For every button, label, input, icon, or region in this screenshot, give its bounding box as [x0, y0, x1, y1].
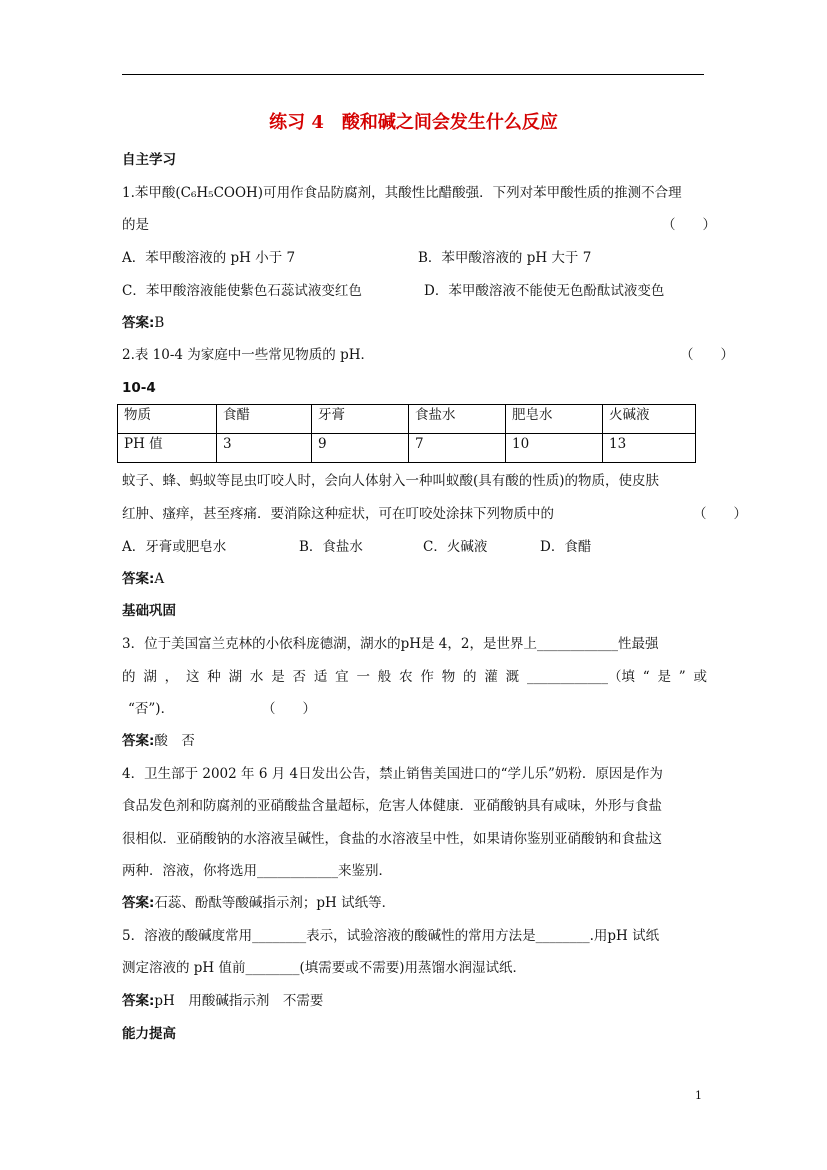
- q2-answer: [122, 570, 164, 588]
- q3-text-line3: “否”)．: [128, 701, 175, 717]
- q2-option-c: C．火碱液: [423, 539, 488, 555]
- text-fragment: 的: [463, 669, 477, 685]
- text-fragment: 适: [313, 669, 328, 685]
- text-fragment: 否: [292, 669, 306, 685]
- table-cell: 物质: [118, 405, 217, 434]
- q2-option-b: B．食盐水: [299, 539, 363, 555]
- text-fragment: 作: [420, 669, 434, 685]
- q1-option-d: D．苯甲酸溶液不能使无色酚酞试液变色: [424, 283, 665, 299]
- table-cell: 肥皂水: [506, 405, 603, 434]
- answer-value: pH 用酸碱指示剂 不需要: [154, 993, 324, 1009]
- text-fragment: 物: [441, 669, 456, 685]
- table-header-row: [118, 405, 696, 434]
- answer-value: B: [154, 315, 165, 331]
- q3-answer-bracket: （ ）: [262, 701, 316, 717]
- table-cell: 食盐水: [409, 405, 506, 434]
- table-caption: 10-4: [122, 380, 156, 396]
- q3-text-line1: 3．位于美国富兰克林的小依科庞德湖，湖水的pH是 4，2，是世界上____________性最强: [122, 636, 659, 652]
- q3-answer: [122, 732, 195, 750]
- answer-value: 石蕊、酚酞等酸碱指示剂；pH 试纸等．: [154, 895, 396, 911]
- text-fragment: 农: [399, 669, 413, 685]
- table-cell: 火碱液: [603, 405, 696, 434]
- text-fragment: 种: [207, 669, 221, 685]
- q4-text-line1: 4．卫生部于 2002 年 6 月 4日发出公告，禁止销售美国进口的“学儿乐”奶粉．原因是作为: [122, 766, 663, 782]
- answer-value: A: [154, 571, 165, 587]
- text-fragment: 水: [249, 669, 264, 685]
- q4-text-line2: 食品发色剂和防腐剂的亚硝酸盐含量超标，危害人体健康．亚硝酸钠具有咸味，外形与食盐: [122, 798, 662, 814]
- q4-text-line3: 很相似．亚硝酸钠的水溶液呈碱性，食盐的水溶液呈中性，如果请你鉴别亚硝酸钠和食盐这: [122, 831, 662, 847]
- section-heading-self-study: 自主学习: [122, 152, 176, 168]
- section-heading-ability: 能力提高: [122, 1026, 176, 1042]
- table-cell: 7: [409, 434, 506, 463]
- text-fragment: 般: [377, 669, 392, 685]
- page-title: 练习 4 酸和碱之间会发生什么反应: [269, 112, 558, 133]
- q2-answer-bracket-2: （ ）: [693, 506, 747, 522]
- q4-text-line4: 两种．溶液，你将选用____________来鉴别．: [122, 863, 392, 879]
- text-fragment: 湖: [228, 669, 243, 685]
- answer-label: 答案:: [122, 571, 155, 587]
- q1-option-a: A．苯甲酸溶液的 pH 小于 7: [122, 250, 296, 266]
- answer-label: 答案:: [122, 315, 155, 331]
- table-cell: PH 值: [118, 434, 217, 463]
- table-cell: 13: [603, 434, 696, 463]
- text-fragment: 这: [185, 669, 200, 685]
- table-cell: 3: [217, 434, 312, 463]
- section-heading-basics: 基础巩固: [122, 603, 176, 619]
- page-number: 1: [695, 1089, 702, 1102]
- text-fragment: 的: [122, 669, 136, 685]
- text-fragment: 溉: [505, 669, 520, 685]
- table-cell: 食醋: [217, 405, 312, 434]
- q5-text-line1: 5．溶液的酸碱度常用________表示，试验溶液的酸碱性的常用方法是________.用pH 试纸: [122, 928, 660, 944]
- q5-text-line2: 测定溶液的 pH 值前________(填需要或不需要)用蒸馏水润湿试纸．: [122, 960, 527, 976]
- header-rule: [122, 74, 704, 75]
- text-fragment: 或: [693, 669, 707, 685]
- table-cell: 9: [312, 434, 409, 463]
- q2-text-line2: 蚊子、蜂、蚂蚁等昆虫叮咬人时，会向人体射入一种叫蚁酸(具有酸的性质)的物质，使皮肤: [122, 473, 660, 489]
- table-row: [118, 434, 696, 463]
- text-fragment: 湖: [143, 669, 157, 685]
- q1-option-c: C．苯甲酸溶液能使紫色石蕊试液变红色: [122, 283, 362, 299]
- answer-value: 酸 否: [154, 733, 195, 749]
- answer-label: 答案:: [122, 993, 155, 1009]
- text-fragment: “: [642, 669, 650, 685]
- q1-answer-bracket: （ ）: [662, 217, 716, 233]
- text-fragment: 是: [271, 669, 285, 685]
- text-fragment: ____________（填: [526, 669, 635, 685]
- answer-label: 答案:: [122, 733, 155, 749]
- table-cell: 牙膏: [312, 405, 409, 434]
- text-fragment: ，: [164, 669, 179, 685]
- q2-text-line1: 2.表 10-4 为家庭中一些常见物质的 pH．: [122, 347, 374, 363]
- q3-text-line2: [122, 668, 707, 686]
- q1-answer: [122, 314, 164, 332]
- ph-table: [117, 404, 696, 463]
- q1-text-line2: 的是: [122, 217, 149, 233]
- q2-option-d: D．食醋: [540, 539, 592, 555]
- q4-answer: [122, 894, 395, 912]
- q2-option-a: A．牙膏或肥皂水: [122, 539, 227, 555]
- q5-answer: [122, 992, 323, 1010]
- q1-option-b: B．苯甲酸溶液的 pH 大于 7: [418, 250, 592, 266]
- q2-text-line3: 红肿、瘙痒，甚至疼痛．要消除这种症状，可在叮咬处涂抹下列物质中的: [122, 506, 554, 522]
- q1-text-line1: 1.苯甲酸(C₆H₅COOH)可用作食品防腐剂，其酸性比醋酸强．下列对苯甲酸性质的推测不合理: [122, 185, 682, 201]
- text-fragment: 是: [657, 669, 671, 685]
- answer-label: 答案:: [122, 895, 155, 911]
- q2-answer-bracket: （ ）: [680, 347, 734, 363]
- text-fragment: ”: [678, 669, 686, 685]
- text-fragment: 宜: [335, 669, 349, 685]
- table-cell: 10: [506, 434, 603, 463]
- text-fragment: 灌: [484, 669, 498, 685]
- text-fragment: 一: [356, 669, 370, 685]
